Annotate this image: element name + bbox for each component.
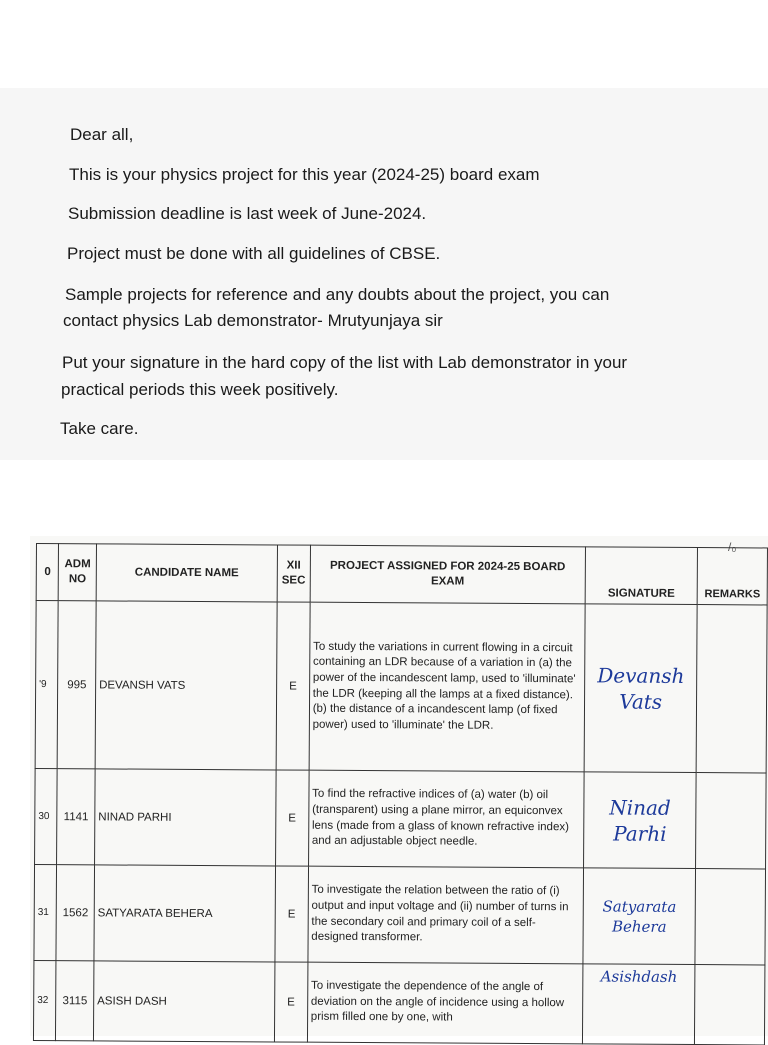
handwritten-signature: Satyarata Behera [602, 896, 677, 936]
candidate-name: NINAD PARHI [94, 769, 276, 866]
project-description: To investigate the dependence of the angle of deviation on the angle of incidence using a hollow prism filled one by one, with [307, 962, 583, 1044]
section: E [275, 770, 308, 866]
header-section: XII SEC [277, 545, 310, 602]
header-signature: SIGNATURE [585, 547, 698, 605]
table-header-row [36, 544, 767, 605]
row-serial: 30 [35, 768, 58, 864]
signature-cell [582, 964, 695, 1045]
letter-line: Put your signature in the hard copy of the list with Lab demonstrator in your [62, 353, 628, 372]
header-project: PROJECT ASSIGNED FOR 2024-25 BOARD EXAM [310, 545, 586, 604]
header-remarks: REMARKS [697, 548, 767, 605]
remarks-cell [695, 869, 765, 965]
letter-line: Project must be done with all guidelines of CBSE. [67, 244, 441, 263]
adm-number: 1562 [56, 865, 94, 961]
header-sl: 0 [36, 544, 59, 601]
table-row [33, 960, 764, 1044]
table-row [34, 864, 766, 964]
signature-cell [583, 772, 696, 869]
table-row [35, 601, 767, 773]
row-serial: 32 [33, 960, 56, 1040]
handwritten-signature: Devansh Vats [597, 662, 685, 714]
letter-line: Take care. [60, 419, 139, 438]
section: E [276, 602, 310, 770]
candidate-name: ASISH DASH [93, 961, 274, 1042]
adm-number: 995 [58, 601, 96, 769]
project-allocation-table [33, 543, 768, 1045]
header-adm-no: ADM NO [59, 544, 97, 601]
remarks-cell [696, 773, 766, 869]
notice-letter [0, 88, 768, 460]
section: E [274, 962, 307, 1042]
handwritten-signature: Ninad Parhi [609, 795, 671, 846]
adm-number: 3115 [56, 961, 94, 1041]
row-serial: 31 [34, 864, 57, 960]
candidate-name: DEVANSH VATS [95, 601, 277, 770]
remarks-cell [695, 965, 765, 1045]
remarks-cell [696, 605, 767, 773]
signature-cell [584, 604, 697, 773]
letter-line: Submission deadline is last week of June-2024. [68, 204, 427, 223]
candidate-name: SATYARATA BEHERA [94, 865, 276, 962]
section: E [275, 866, 308, 962]
handwritten-signature: Asishdash [600, 967, 678, 986]
row-serial: '9 [35, 601, 59, 769]
table-row [35, 768, 767, 868]
header-candidate-name: CANDIDATE NAME [96, 544, 277, 602]
letter-line: practical periods this week positively. [61, 380, 339, 399]
adm-number: 1141 [57, 769, 95, 865]
letter-line: Sample projects for reference and any doubts about the project, you can [65, 285, 610, 304]
letter-line: contact physics Lab demonstrator- Mrutyunjaya sir [63, 311, 443, 330]
signature-cell [583, 868, 696, 965]
letter-line: This is your physics project for this year (2024-25) board exam [69, 165, 540, 184]
corner-mark: /₀ [728, 540, 737, 554]
project-description: To find the refractive indices of (a) water (b) oil (transparent) using a plane mirror, an equiconvex lens (made from a glass of known refractive index) and an adjustable object needle. [308, 770, 584, 868]
project-description: To study the variations in current flowing in a circuit containing an LDR because of a variation in (a) the power of the incandescent lamp, used to 'illuminate' the LDR (keeping all the lamps at a fixed distance). (b) the distance of a incandescent lamp (of fixed power) used to 'illuminate' the LDR. [309, 602, 585, 772]
greeting: Dear all, [70, 125, 134, 144]
project-description: To investigate the relation between the ratio of (i) output and input voltage and (ii) number of turns in the secondary coil and primary coil of a self-designed transformer. [308, 866, 584, 964]
